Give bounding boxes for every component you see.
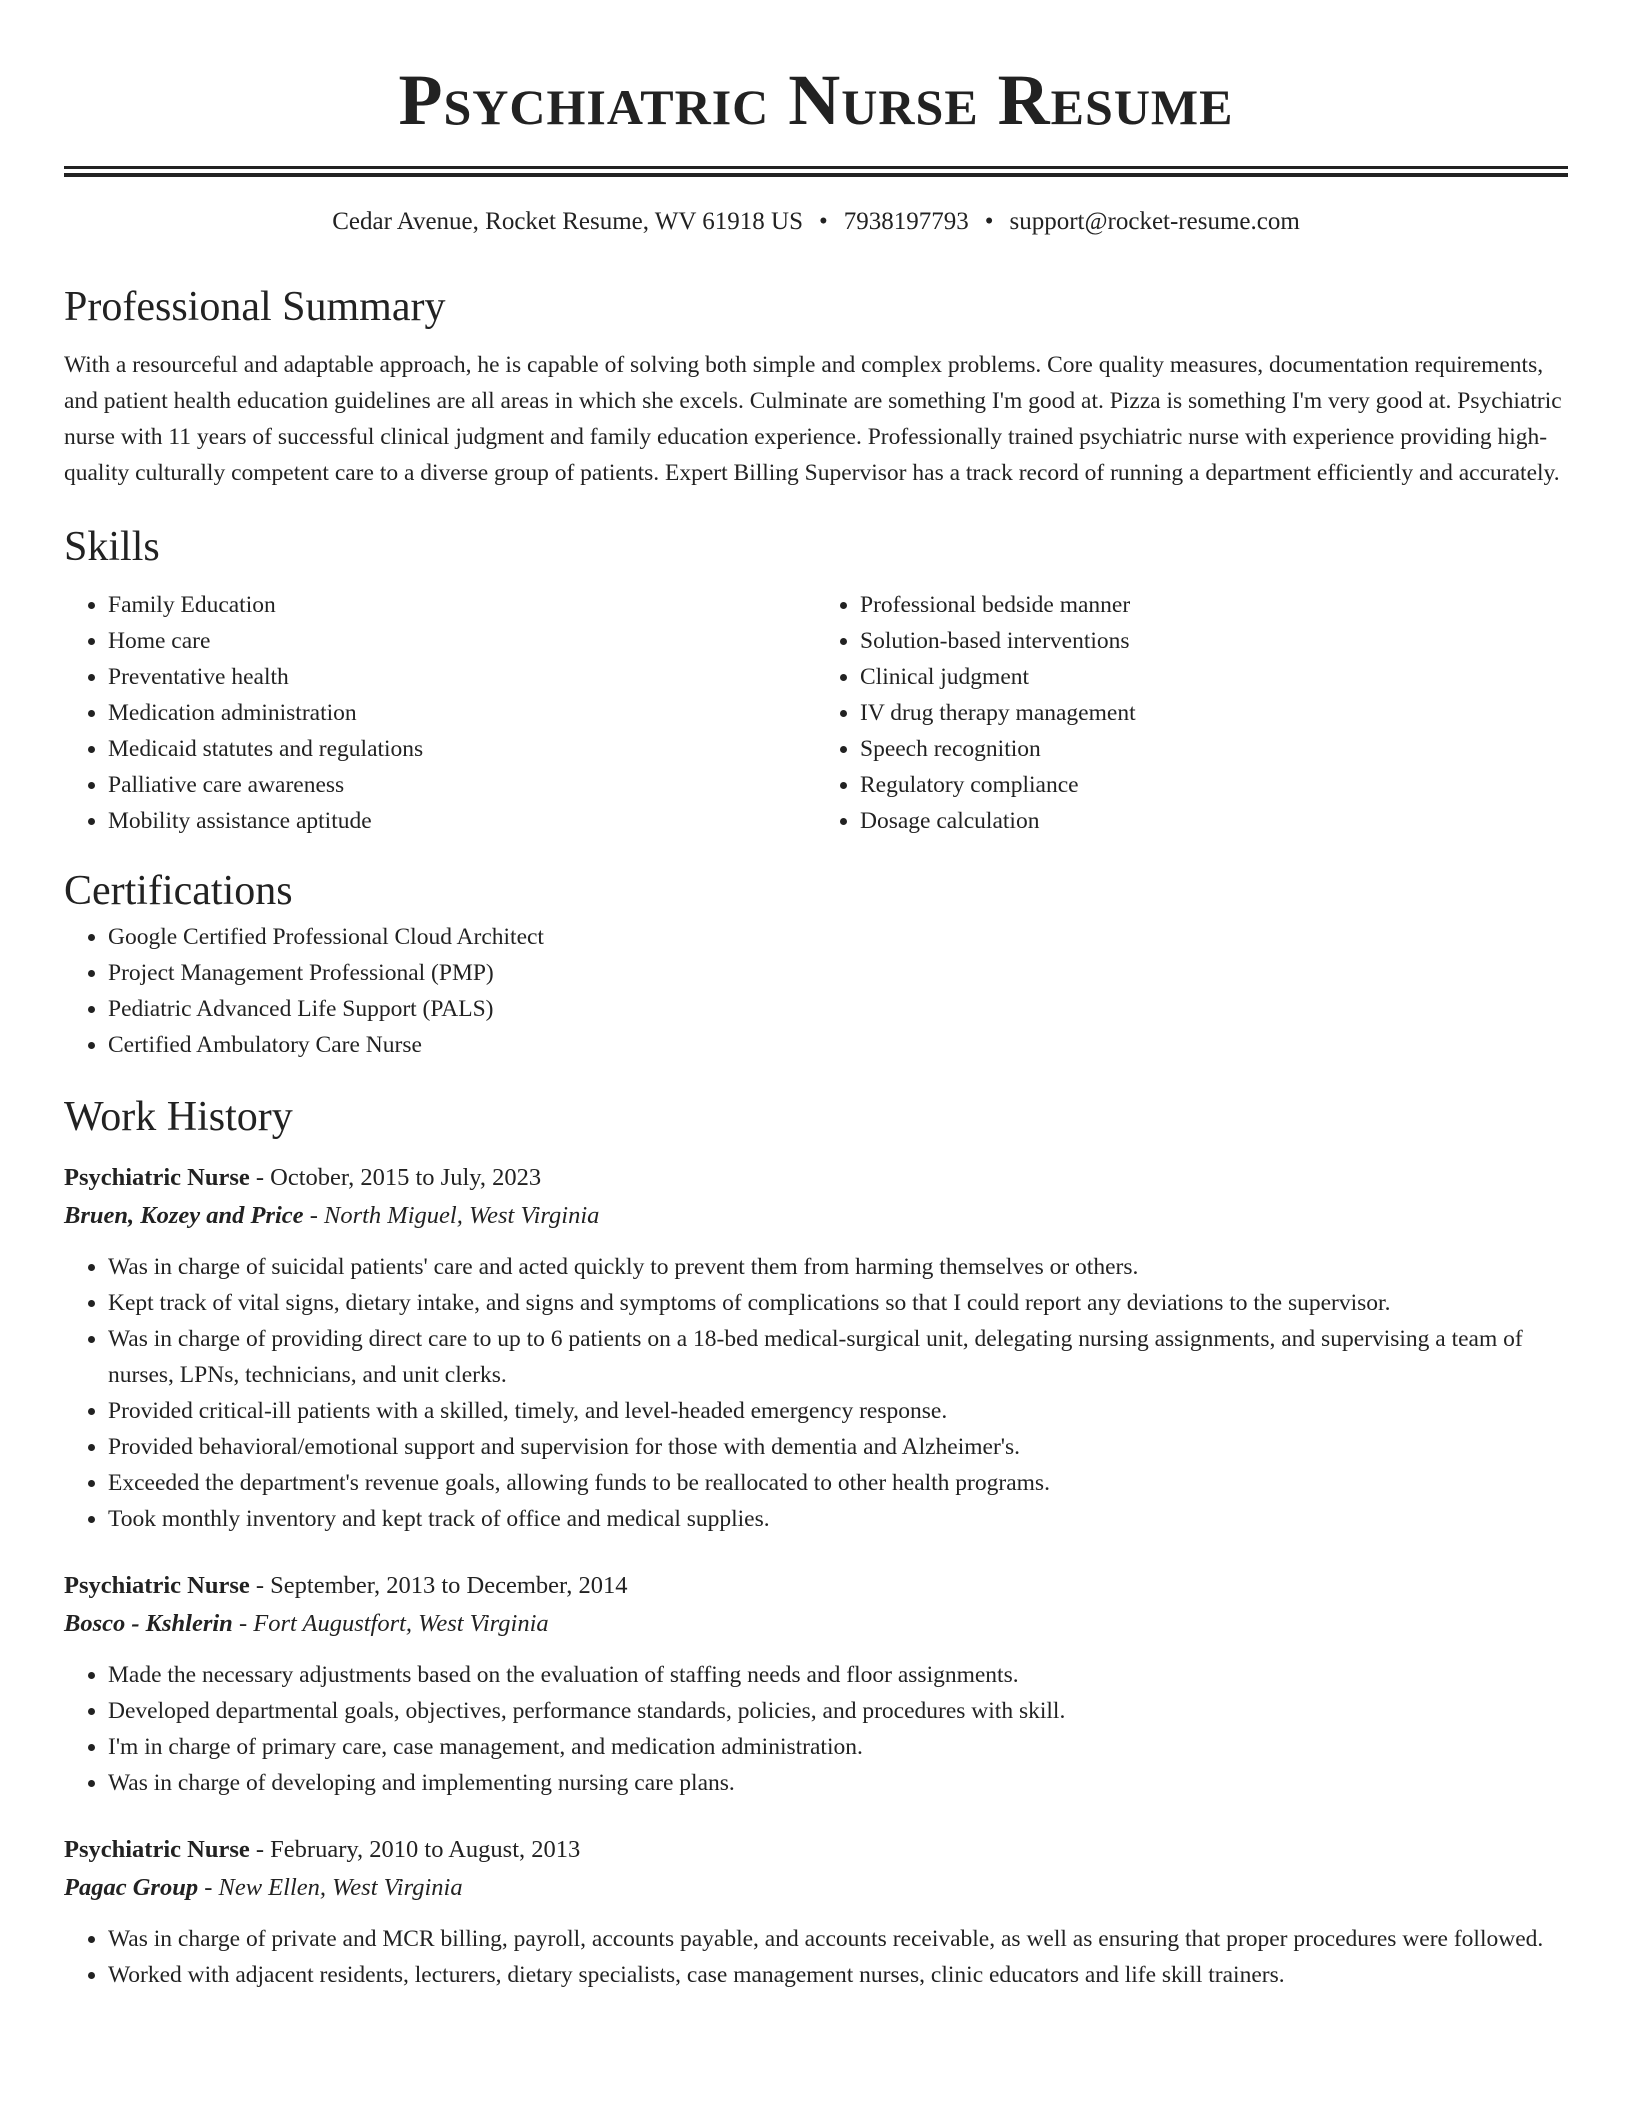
job-company-line: Bosco - Kshlerin - Fort Augustfort, West Virginia [64,1610,549,1637]
contact-separator: • [818,208,828,235]
contact-address: Cedar Avenue, Rocket Resume, WV 61918 US [332,208,803,235]
job-duties-list [64,1921,1568,1993]
resume-title: Psychiatric Nurse Resume [398,60,1234,140]
job-title: Psychiatric Nurse [64,1164,250,1191]
summary-heading: Professional Summary [64,284,446,330]
certification-item: • Certified Ambulatory Care Nurse [108,1027,1568,1063]
skill-item: • Dosage calculation [860,803,1568,839]
job-entry [64,1831,1568,1993]
certifications-list [64,919,1568,1063]
job-duty: • Was in charge of suicidal patients' care and acted quickly to prevent them from harming themselves or others. [108,1249,1568,1285]
contact-email: support@rocket-resume.com [1009,208,1300,235]
contact-phone: 7938197793 [843,208,969,235]
job-duty: • Was in charge of private and MCR billing, payroll, accounts payable, and accounts receivable, as well as ensuring that proper procedures were followed. [108,1921,1568,1957]
job-duty: • Kept track of vital signs, dietary intake, and signs and symptoms of complications so that I could report any deviations to the supervisor. [108,1285,1568,1321]
work-history-heading: Work History [64,1094,293,1140]
job-dates: October, 2015 to July, 2023 [270,1164,542,1191]
skill-item: • IV drug therapy management [860,695,1568,731]
certification-item: • Project Management Professional (PMP) [108,955,1568,991]
skill-item: • Speech recognition [860,731,1568,767]
certification-item: • Google Certified Professional Cloud Architect [108,919,1568,955]
resume-page [64,0,1568,1993]
job-company: Pagac Group [64,1874,199,1901]
skill-item: • Home care [108,623,816,659]
certification-item: • Pediatric Advanced Life Support (PALS) [108,991,1568,1027]
skills-heading: Skills [64,524,160,570]
contact-separator: • [984,208,994,235]
job-title-line: Psychiatric Nurse - February, 2010 to August, 2013 [64,1836,581,1863]
skills-columns [64,587,1568,839]
skill-item: • Palliative care awareness [108,767,816,803]
job-company: Bosco - Kshlerin [64,1610,233,1637]
job-duty: • Was in charge of developing and implementing nursing care plans. [108,1765,1568,1801]
skill-item: • Medicaid statutes and regulations [108,731,816,767]
skill-item: • Preventative health [108,659,816,695]
job-location: Fort Augustfort, West Virginia [253,1610,549,1637]
job-duty: • Developed departmental goals, objectives, performance standards, policies, and procedures with skill. [108,1693,1568,1729]
job-duty: • Provided behavioral/emotional support and supervision for those with dementia and Alzheimer's. [108,1429,1568,1465]
job-title: Psychiatric Nurse [64,1572,250,1599]
job-company-line: Bruen, Kozey and Price - North Miguel, West Virginia [64,1202,600,1229]
job-location: North Miguel, West Virginia [323,1202,600,1229]
skill-item: • Clinical judgment [860,659,1568,695]
skill-item: • Regulatory compliance [860,767,1568,803]
job-duty: • I'm in charge of primary care, case management, and medication administration. [108,1729,1568,1765]
job-title-line: Psychiatric Nurse - October, 2015 to July, 2023 [64,1164,542,1191]
skill-item: • Mobility assistance aptitude [108,803,816,839]
job-duty: • Provided critical-ill patients with a skilled, timely, and level-headed emergency response. [108,1393,1568,1429]
certifications-heading: Certifications [64,868,293,914]
job-duty: • Exceeded the department's revenue goals, allowing funds to be reallocated to other health programs. [108,1465,1568,1501]
job-duties-list [64,1249,1568,1537]
skill-item: • Solution-based interventions [860,623,1568,659]
job-dates: February, 2010 to August, 2013 [270,1836,581,1863]
job-entry [64,1159,1568,1537]
job-title: Psychiatric Nurse [64,1836,250,1863]
job-company: Bruen, Kozey and Price [64,1202,304,1229]
summary-text: With a resourceful and adaptable approach, he is capable of solving both simple and complex problems. Core quality measures, documentation requirements, and patient health education guidelines are all areas in which she excels. Culminate are something I'm good at. Pizza is something I'm very good at. Psychiatric nurse with 11 years of successful clinical judgment and family education experience. Professionally trained psychiatric nurse with experience providing high-quality culturally competent care to a diverse group of patients. Expert Billing Supervisor has a track record of running a department efficiently and accurately. [64,352,1562,486]
skill-item: • Medication administration [108,695,816,731]
job-location: New Ellen, West Virginia [218,1874,463,1901]
job-duty: • Was in charge of providing direct care to up to 6 patients on a 18-bed medical-surgical unit, delegating nursing assignments, and supervising a team of nurses, LPNs, technicians, and unit clerks. [108,1321,1568,1393]
skills-list-right [816,587,1568,839]
job-duty: • Took monthly inventory and kept track of office and medical supplies. [108,1501,1568,1537]
title-divider [64,166,1568,177]
job-dates: September, 2013 to December, 2014 [270,1572,628,1599]
contact-line [64,205,1568,239]
skill-item: • Professional bedside manner [860,587,1568,623]
job-company-line: Pagac Group - New Ellen, West Virginia [64,1874,463,1901]
job-entry [64,1567,1568,1801]
skill-item: • Family Education [108,587,816,623]
job-title-line: Psychiatric Nurse - September, 2013 to December, 2014 [64,1572,628,1599]
job-duty: • Worked with adjacent residents, lecturers, dietary specialists, case management nurses, clinic educators and life skill trainers. [108,1957,1568,1993]
job-duties-list [64,1657,1568,1801]
job-duty: • Made the necessary adjustments based on the evaluation of staffing needs and floor assignments. [108,1657,1568,1693]
skills-list-left [64,587,816,839]
